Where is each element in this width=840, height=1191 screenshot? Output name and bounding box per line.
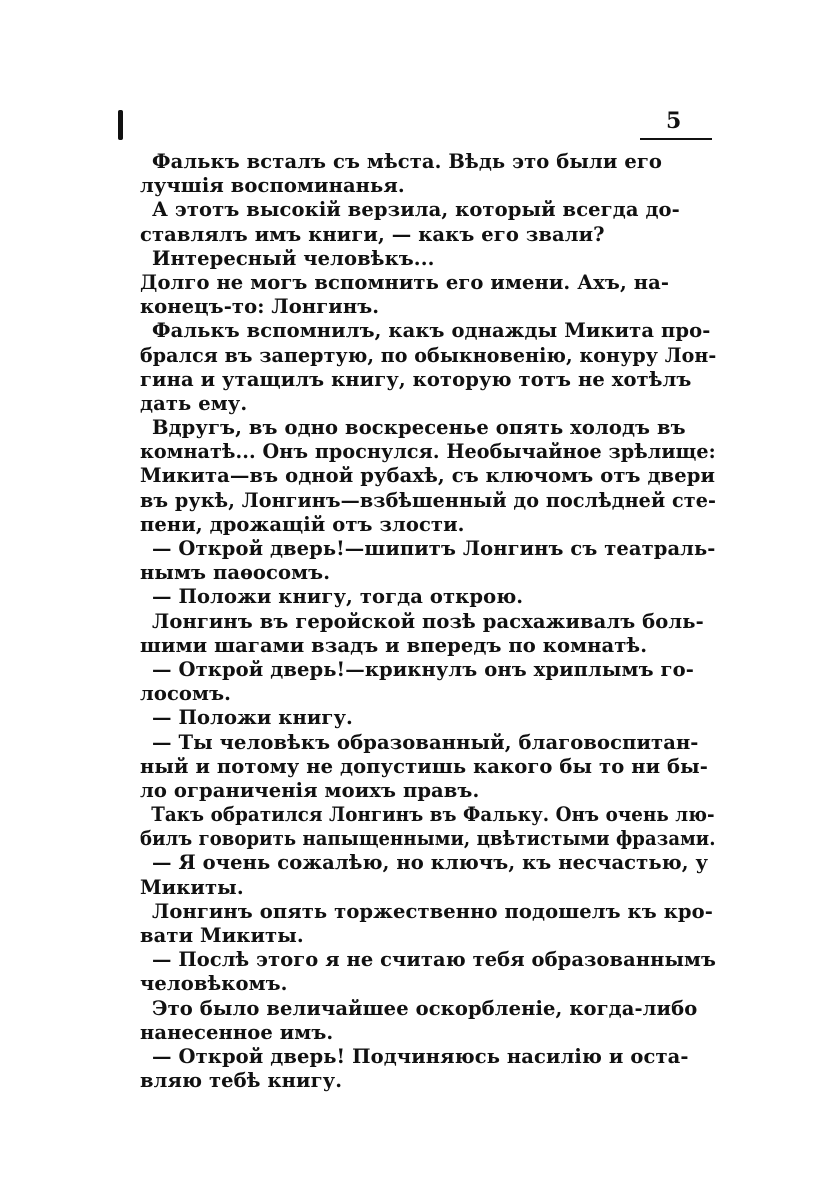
- text-line: гина и утащилъ книгу, которую тотъ не хотѣлъ: [140, 367, 692, 391]
- text-line: лосомъ.: [140, 682, 232, 706]
- text-line: — Положи книгу, тогда открою.: [152, 585, 524, 609]
- text-line: Долго не могъ вспомнить его имени. Ахъ, на-: [140, 270, 670, 294]
- text-line: Это было величайшее оскорбленіе, когда-либо: [152, 996, 698, 1020]
- text-line: въ рукѣ, Лонгинъ—взбѣшенный до послѣдней сте-: [140, 488, 717, 512]
- text-line: Фалькъ вспомнилъ, какъ однажды Микита про-: [152, 319, 711, 343]
- text-line: лучшія воспоминанья.: [140, 174, 405, 198]
- text-line: — Я очень сожалѣю, но ключъ, къ несчастью, у: [152, 851, 709, 875]
- text-line: — Положи книгу.: [152, 706, 353, 730]
- text-line: билъ говорить напыщенными, цвѣтистыми фразами.: [140, 827, 716, 851]
- text-line: ло ограниченія моихъ правъ.: [140, 778, 480, 802]
- text-line: человѣкомъ.: [140, 972, 288, 996]
- text-line: ный и потому не допустишь какого бы то ни бы-: [140, 754, 708, 778]
- page-number: 5: [666, 108, 682, 134]
- text-line: — Открой дверь!—крикнулъ онъ хриплымъ го-: [152, 657, 694, 681]
- text-line: Вдругъ, въ одно воскресенье опять холодъ въ: [152, 416, 686, 440]
- text-line: комнатѣ... Онъ проснулся. Необычайное зрѣлище:: [140, 440, 716, 464]
- text-line: шими шагами взадъ и впередъ по комнатѣ.: [140, 633, 648, 657]
- text-line: ставлялъ имъ книги, — какъ его звали?: [140, 222, 605, 246]
- header-rule: [640, 138, 712, 140]
- text-line: брался въ запертую, по обыкновенію, конуру Лон-: [140, 343, 717, 367]
- text-line: Микиты.: [140, 875, 244, 899]
- text-line: Микита—въ одной рубахѣ, съ ключомъ отъ двери: [140, 464, 716, 488]
- text-line: Фалькъ всталъ съ мѣста. Вѣдь это были его: [152, 150, 663, 173]
- text-line: — Послѣ этого я не считаю тебя образованнымъ: [151, 948, 716, 972]
- text-line: — Ты человѣкъ образованный, благовоспитан-: [152, 730, 699, 754]
- body-text: [140, 150, 716, 1093]
- text-line: конецъ-то: Лонгинъ.: [140, 295, 380, 319]
- text-line: нанесенное имъ.: [140, 1020, 334, 1044]
- text-line: вляю тебѣ книгу.: [140, 1069, 343, 1093]
- text-line: — Открой дверь! Подчиняюсь насилію и оста-: [152, 1044, 689, 1068]
- text-line: дать ему.: [140, 391, 248, 415]
- text-line: Интересный человѣкъ...: [152, 246, 435, 270]
- text-line: — Открой дверь!—шипитъ Лонгинъ съ театраль-: [151, 537, 716, 560]
- text-line: Лонгинъ опять торжественно подошелъ къ кро-: [152, 899, 713, 923]
- text-line: нымъ паѳосомъ.: [140, 561, 331, 585]
- text-line: пени, дрожащій отъ злости.: [140, 512, 465, 536]
- text-line: Такъ обратился Лонгинъ въ Фальку. Онъ очень лю-: [151, 803, 715, 827]
- text-line: А этотъ высокій верзила, который всегда до-: [152, 198, 680, 222]
- text-line: вати Микиты.: [140, 924, 304, 947]
- text-line: Лонгинъ въ геройской позѣ расхаживалъ боль-: [152, 609, 704, 633]
- header-mark: [118, 110, 123, 140]
